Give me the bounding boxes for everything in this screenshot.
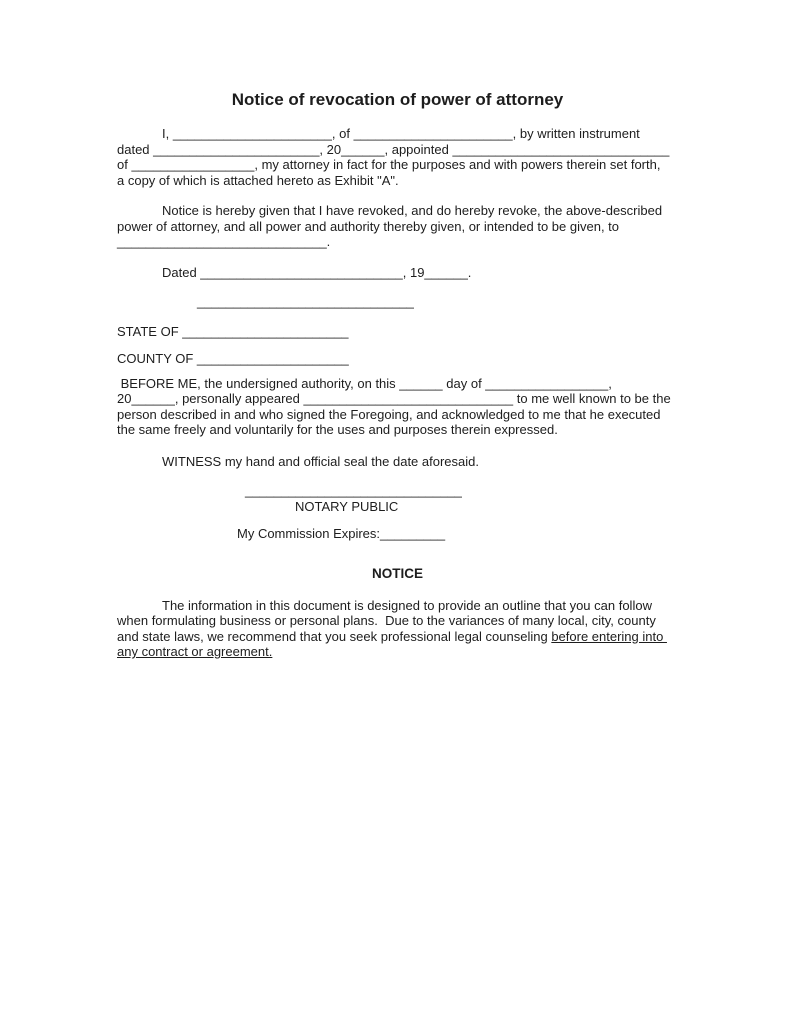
opening-paragraph-line-4: a copy of which is attached hereto as Exhibit "A". (117, 172, 399, 188)
opening-paragraph-line-3: of _________________, my attorney in fact for the purposes and with powers therein set forth, (117, 157, 661, 172)
revocation-paragraph-line-1: Notice is hereby given that I have revoked, and do hereby revoke, the above-described (162, 203, 663, 218)
notarization-paragraph-line-2: 20______, personally appeared _____________________________ to me well known to be the (117, 391, 671, 406)
notarization-paragraph (117, 376, 678, 438)
witness-section (117, 454, 678, 470)
revocation-paragraph (117, 203, 678, 250)
notice-paragraph-line-2: when formulating business or personal plans. Due to the variances of many local, city, county (117, 613, 656, 628)
notarization-paragraph-line-3: person described in and who signed the Foregoing, and acknowledged to me that he executed (117, 406, 661, 422)
revocation-paragraph-line-2: power of attorney, and all power and authority thereby given, or intended to be given, to (117, 218, 620, 234)
signatory-signature-line: ______________________________ (197, 294, 414, 309)
opening-paragraph-line-2: dated _______________________, 20______, appointed ______________________________ (117, 141, 670, 157)
notice-paragraph-line-3-text: and state laws, we recommend that you seek professional legal counseling (117, 628, 552, 644)
dated-section (117, 265, 678, 281)
witness-line: WITNESS my hand and official seal the date aforesaid. (162, 453, 479, 469)
notice-paragraph-line-1: The information in this document is designed to provide an outline that you can follow (162, 597, 652, 613)
notice-heading: NOTICE (371, 565, 423, 581)
notice-paragraph-line-4 (117, 644, 678, 660)
notice-paragraph-line-3 (117, 629, 678, 645)
opening-paragraph (117, 126, 678, 188)
document-title: Notice of revocation of power of attorney (231, 90, 564, 109)
notice-paragraph (117, 598, 678, 660)
notary-signature-line: ______________________________ (245, 483, 462, 498)
commission-expires-line: My Commission Expires:_________ (237, 526, 446, 541)
notice-paragraph-line-4-underlined-text: any contract or agreement. (117, 644, 273, 659)
dated-line: Dated ____________________________, 19______. (162, 264, 472, 280)
notice-paragraph-line-3-underlined-text: before entering into (551, 628, 667, 644)
notary-public-label: NOTARY PUBLIC (295, 498, 399, 514)
notarization-paragraph-line-4: the same freely and voluntarily for the uses and purposes therein expressed. (117, 422, 558, 437)
county-of-line: COUNTY OF _____________________ (117, 351, 349, 366)
state-of-line: STATE OF _______________________ (117, 323, 349, 339)
notarization-paragraph-line-1: BEFORE ME, the undersigned authority, on this ______ day of _________________, (117, 375, 612, 391)
revocation-recipient-blank-line: _____________________________. (117, 234, 331, 249)
notary-signature-block (117, 483, 678, 514)
opening-paragraph-line-1: I, ______________________, of ______________________, by written instrument (162, 126, 640, 141)
